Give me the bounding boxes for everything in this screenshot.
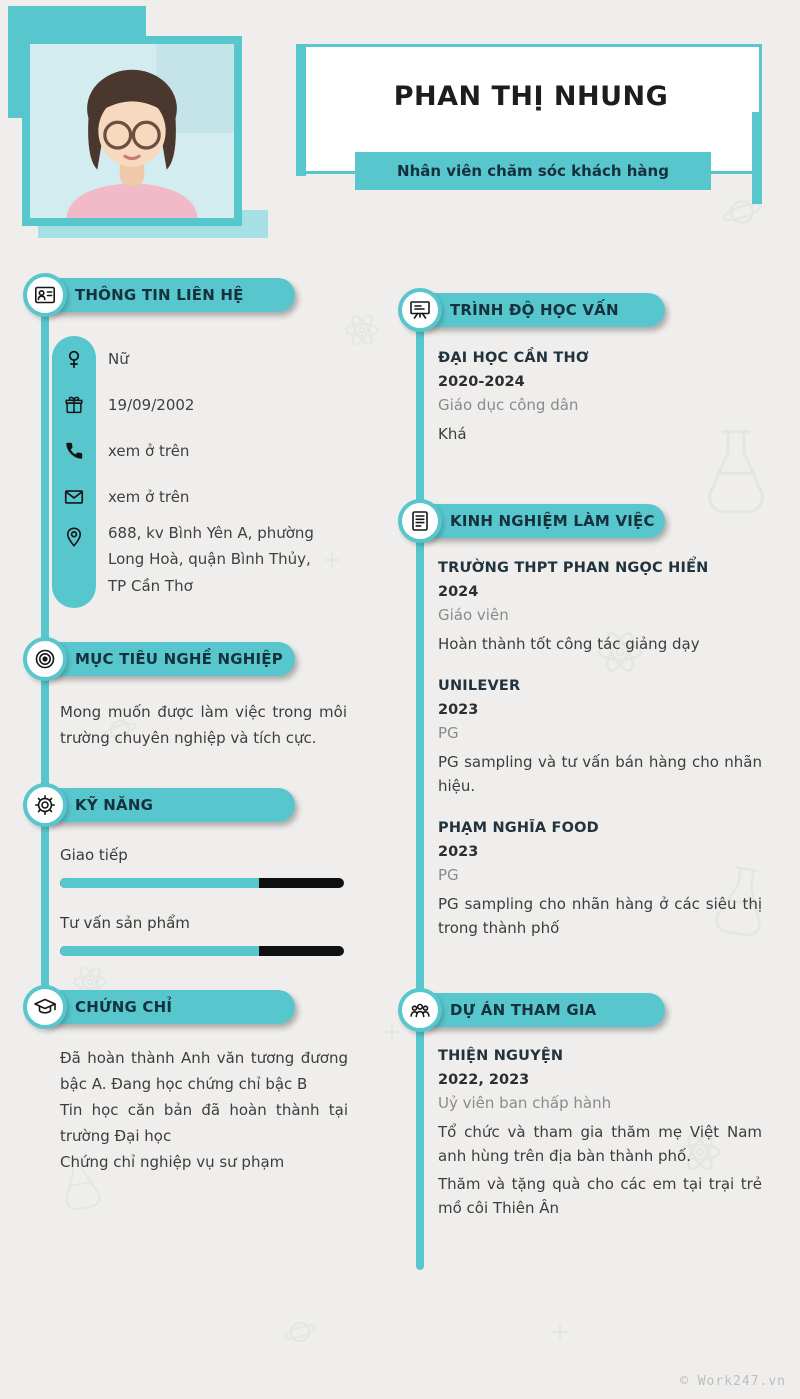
entry-role: Uỷ viên ban chấp hành <box>438 1094 612 1112</box>
contact-row-gender <box>52 336 346 382</box>
skill-bar <box>60 946 344 956</box>
entry-time: 2023 <box>438 844 479 860</box>
skills-list <box>60 846 344 982</box>
certificate-line: Chứng chỉ nghiệp vụ sư phạm <box>60 1152 285 1171</box>
contact-list <box>52 336 346 608</box>
location-icon <box>52 520 96 548</box>
name-box-accent-right <box>752 112 762 204</box>
female-icon <box>52 348 96 370</box>
contact-value: 688, kv Bình Yên A, phường Long Hoà, quận Bình Thủy, TP Cần Thơ <box>108 524 314 595</box>
entry-description: Tổ chức và tham gia thăm mẹ Việt Nam anh hùng trên địa bàn thành phố. <box>438 1123 762 1165</box>
contact-row-phone <box>52 428 346 474</box>
entry-role: Giáo dục công dân <box>438 396 579 414</box>
contact-row-address <box>52 520 346 608</box>
profile-photo <box>22 36 242 226</box>
contact-row-birthday <box>52 382 346 428</box>
experience-entries <box>438 560 762 962</box>
phone-icon <box>52 440 96 462</box>
entry-description: PG sampling cho nhãn hàng ở các siêu thị trong thành phố <box>438 895 762 937</box>
section-experience-title: KINH NGHIỆM LÀM VIỆC <box>420 504 665 538</box>
experience-entry <box>438 820 762 940</box>
contact-value: 19/09/2002 <box>108 395 195 414</box>
experience-entry <box>438 560 762 656</box>
entry-role: Giáo viên <box>438 606 509 624</box>
profile-photo-illustration <box>30 44 234 218</box>
email-icon <box>52 486 96 508</box>
section-contact-title: THÔNG TIN LIÊN HỆ <box>45 278 295 312</box>
entry-organization: TRƯỜNG THPT PHAN NGỌC HIỂN <box>438 560 709 576</box>
project-entry <box>438 1048 762 1220</box>
skill-bar <box>60 878 344 888</box>
education-entries <box>438 350 762 468</box>
certificate-line: Tin học căn bản đã hoàn thành tại trường Đại học <box>60 1100 348 1145</box>
skill-label: Tư vấn sản phẩm <box>60 914 190 932</box>
birthday-icon <box>52 394 96 416</box>
candidate-name: PHAN THỊ NHUNG <box>393 80 669 112</box>
id-card-icon <box>23 273 67 317</box>
entry-description: Khá <box>438 425 467 443</box>
project-entries <box>438 1048 762 1242</box>
section-skills-title: KỸ NĂNG <box>45 788 295 822</box>
right-timeline <box>416 310 424 1270</box>
objective-text: Mong muốn được làm việc trong môi trường chuyên nghiệp và tích cực. <box>60 703 347 747</box>
experience-entry <box>438 678 762 798</box>
name-box-accent-left <box>296 44 306 176</box>
certificates-list <box>60 1046 348 1176</box>
training-board-icon <box>398 288 442 332</box>
entry-organization: PHẠM NGHĨA FOOD <box>438 820 599 836</box>
section-education-title: TRÌNH ĐỘ HỌC VẤN <box>420 293 665 327</box>
contact-value: Nữ <box>108 349 129 368</box>
watermark: © Work247.vn <box>680 1374 786 1389</box>
contact-value: xem ở trên <box>108 487 190 506</box>
entry-organization: UNILEVER <box>438 678 521 694</box>
team-icon <box>398 988 442 1032</box>
skill-bar-fill <box>60 878 259 888</box>
target-icon <box>23 637 67 681</box>
skill-bar-fill <box>60 946 259 956</box>
education-entry <box>438 350 762 446</box>
graduation-cap-icon <box>23 985 67 1029</box>
entry-time: 2022, 2023 <box>438 1072 530 1088</box>
skill-label: Giao tiếp <box>60 846 128 864</box>
contact-value: xem ở trên <box>108 441 190 460</box>
entry-description: Hoàn thành tốt công tác giảng dạy <box>438 635 700 653</box>
entry-description: PG sampling và tư vấn bán hàng cho nhãn hiệu. <box>438 753 762 795</box>
entry-organization: ĐẠI HỌC CẦN THƠ <box>438 350 589 366</box>
entry-role: PG <box>438 724 459 742</box>
entry-time: 2024 <box>438 584 479 600</box>
section-objective-title: MỤC TIÊU NGHỀ NGHIỆP <box>45 642 295 676</box>
gear-icon <box>23 783 67 827</box>
entry-organization: THIỆN NGUYỆN <box>438 1048 564 1064</box>
document-icon <box>398 499 442 543</box>
job-title-bar: Nhân viên chăm sóc khách hàng <box>355 152 711 190</box>
entry-description: Thăm và tặng quà cho các em tại trại trẻ mồ côi Thiên Ân <box>438 1175 762 1217</box>
contact-row-email <box>52 474 346 520</box>
section-projects-title: DỰ ÁN THAM GIA <box>420 993 665 1027</box>
certificate-line: Đã hoàn thành Anh văn tương đương bậc A. Đang học chứng chỉ bậc B <box>60 1049 348 1093</box>
entry-role: PG <box>438 866 459 884</box>
entry-time: 2020-2024 <box>438 374 525 390</box>
section-certificates-title: CHỨNG CHỈ <box>45 990 295 1024</box>
entry-time: 2023 <box>438 702 479 718</box>
